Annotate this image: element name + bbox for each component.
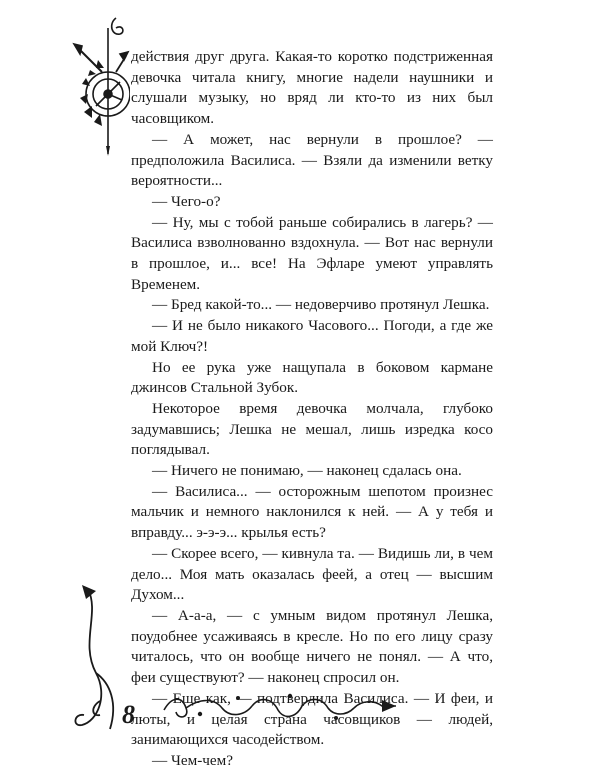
paragraph: — Чем-чем? <box>152 751 233 769</box>
paragraph: — И не было никакого Часового... Погоди, а где же мой Ключ?! <box>131 317 493 355</box>
paragraph: — Ничего не понимаю, — наконец сдалась она. <box>152 462 462 480</box>
page-number: 8 <box>122 700 135 729</box>
paragraph: — А-а-а, — с умным видом протянул Лешка, поудобнее усаживаясь в кресле. Но по его лицу сразу читалось, что он вообще ничего не понял. — А что, феи существуют? — наконец спросил он. <box>131 606 493 687</box>
paragraph: — Василиса... — осторожным шепотом произнес мальчик и немного наклонился к ней. — А у тебя и вправду... э-э-э... крылья есть? <box>131 482 493 542</box>
paragraph: — Ну, мы с тобой раньше собирались в лагерь? — Василиса взволнованно вздохнула. — Вот нас вернули в прошлое, и... все! На Эфларе умеют управлять Временем. <box>131 213 493 293</box>
paragraph: — Бред какой-то... — недоверчиво протянул Лешка. <box>152 296 490 314</box>
paragraph: Некоторое время девочка молчала, глубоко задумавшись; Лешка не мешал, лишь изредка косо поглядывал. <box>131 399 493 459</box>
paragraph: — Скорее всего, — кивнула та. — Видишь ли, в чем дело... Моя мать оказалась феей, а отец — высшим Духом... <box>131 544 493 604</box>
body-text <box>131 47 493 772</box>
clock-sun-ornament <box>68 14 130 156</box>
swirl-ornament-left <box>70 583 130 743</box>
paragraph: — Чего-о? <box>152 192 221 210</box>
paragraph: — Еще как, — подтвердила Василиса. — И феи, и люты, и целая страна часовщиков — людей, занимающихся часодейством. <box>131 689 493 749</box>
paragraph: действия друг друга. Какая-то коротко подстриженная девочка читала книгу, многие надели наушники и слушали музыку, но вряд ли кто-то из них был часовщиком. <box>131 48 493 128</box>
paragraph: — А может, нас вернули в прошлое? — предположила Василиса. — Взяли да изменили ветку вероятности... <box>131 130 493 190</box>
paragraph: Но ее рука уже нащупала в боковом кармане джинсов Стальной Зубок. <box>131 358 493 397</box>
